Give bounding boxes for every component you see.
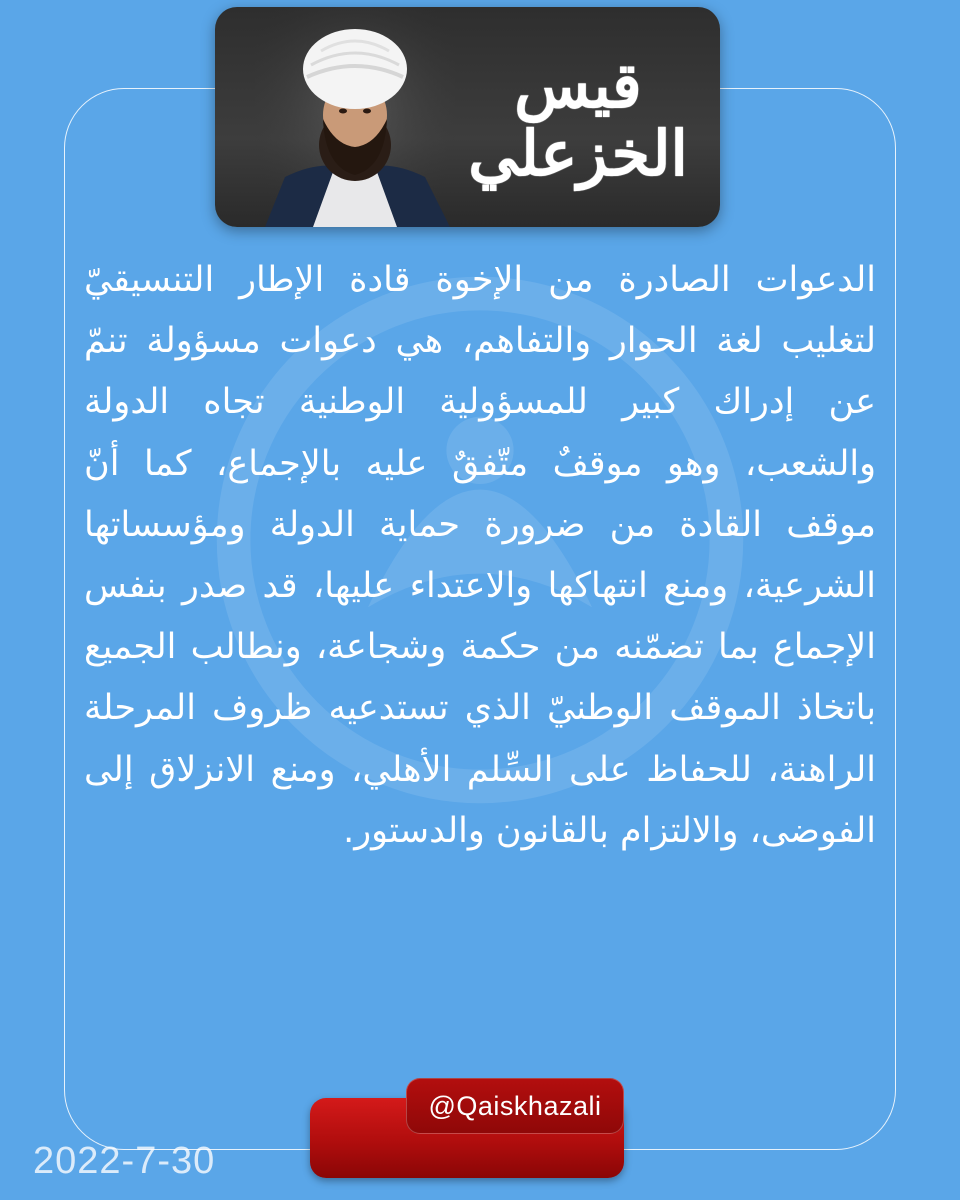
social-handle-badge [310,1078,624,1178]
header-banner [215,7,720,227]
portrait-image [255,7,455,227]
statement-text [84,250,876,862]
name-calligraphy: قيس الخزعلي [468,48,688,190]
post-date: 2022-7-30 [33,1140,216,1182]
handle-text: @Qaiskhazali [428,1090,602,1121]
statement-paragraph: الدعوات الصادرة من الإخوة قادة الإطار التنسيقيّ لتغليب لغة الحوار والتفاهم، هي دعوات مسؤولة تنمّ عن إدراك كبير للمسؤولية الوطنية تجاه الدولة والشعب، وهو موقفٌ متّفقٌ عليه بالإجماع، كما أنّ موقف القادة من ضرورة حماية الدولة ومؤسساتها الشرعية، ومنع انتهاكها والاعتداء عليها، قد صدر بنفس الإجماع بما تضمّنه من حكمة وشجاعة، ونطالب الجميع باتخاذ الموقف الوطنيّ الذي تستدعيه ظروف المرحلة الراهنة، للحفاظ على السِّلم الأهلي، ومنع الانزلاق إلى الفوضى، والالتزام بالقانون والدستور. [84,260,876,851]
handle-pill[interactable] [406,1078,624,1134]
